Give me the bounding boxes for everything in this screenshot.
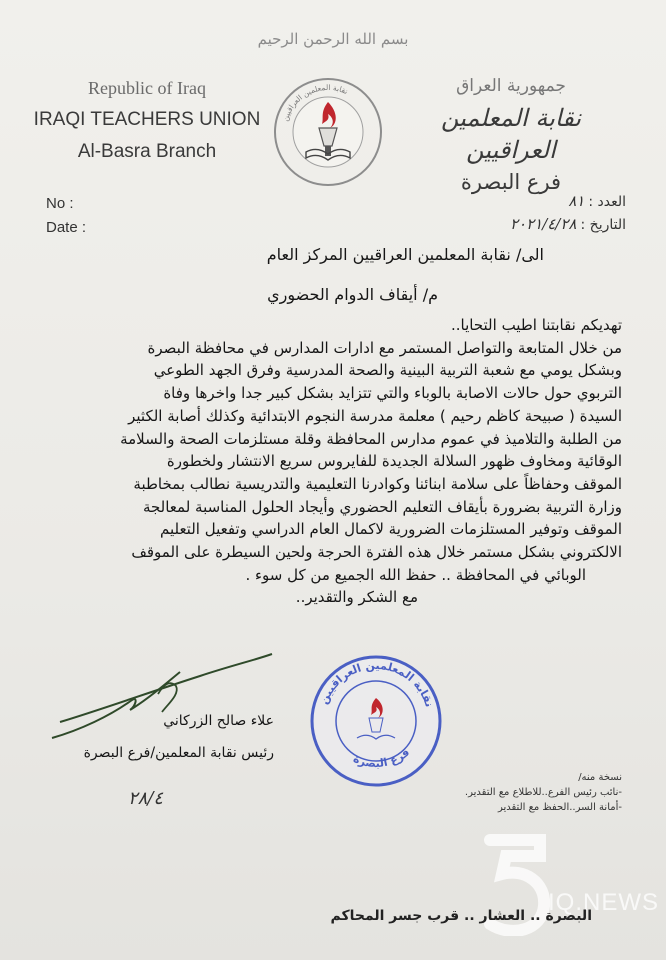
body-line: تهديكم نقابتنا اطيب التحايا.. [451,316,622,334]
reference-english [46,192,86,240]
ar-date-label: التاريخ : [580,217,626,233]
ar-date-value: ٢٠٢١/٤/٢٨ [509,215,577,233]
footer-address: البصرة .. العشار .. قرب جسر المحاكم [330,908,592,924]
copies-line: -نائب رئيس الفرع..للاطلاع مع التقدير. [464,787,622,798]
ar-no-value: ٨١ [568,192,585,210]
closing-line: مع الشكر والتقدير.. [295,588,418,607]
body-line: السيدة ( صبيحة كاظم رحيم ) معلمة مدرسة النجوم الابتدائية وكذلك أصابة الكثير [128,406,622,425]
official-stamp [307,652,445,790]
body-line: من خلال المتابعة والتواصل المستمر مع ادارات المدارس في محافظة البصرة [147,338,622,357]
subject-line: م/ أيقاف الدوام الحضوري [267,285,438,304]
no-label: No : [46,195,74,212]
letterhead-arabic [396,70,626,198]
letterhead-en-country: Republic of Iraq [88,78,206,98]
union-logo [272,76,384,188]
letterhead-ar-union: نقابة المعلمين العراقيين [440,104,582,164]
signatory-title: رئيس نقابة المعلمين/فرع البصرة [83,745,274,761]
body-line: الموقف وحفاظاً على سلامة ابنائنا وكوادرنا التعليمية والتدريسية نطالب بمخاطبة [133,474,622,493]
letterhead-ar-country: جمهورية العراق [456,76,566,96]
body-line: الوبائي في المحافظة .. حفظ الله الجميع من كل سوء . [245,565,586,584]
recipient-line: الى/ نقابة المعلمين العراقيين المركز العام [266,245,544,264]
logo-ring-text: نقابة المعلمين العراقيين [280,82,350,123]
letter-body [30,314,622,609]
signatory-name: علاء صالح الزركاني [163,713,274,729]
letterhead-en-branch: Al-Basra Branch [77,141,217,162]
stamp-inner-text: فرع البصرة [351,745,413,771]
news-watermark-text: IQ.NEWS [548,889,660,916]
date-label: Date : [46,219,87,236]
body-line: الموقف وتوفير المستلزمات الضرورية لاكمال العام الدراسي وتفعيل التعليم [159,520,622,539]
signatory-block [84,705,274,769]
body-line: من الطلبة والتلاميذ في عموم مدارس المحافظة وقلة مستلزمات الصحة والسلامة [120,429,622,448]
ar-no-label: العدد : [588,194,626,210]
letterhead-en-union: IRAQI TEACHERS UNION [33,109,261,130]
copies-line: -أمانة السر..الحفظ مع التقدير [497,802,622,813]
reference-arabic [510,190,626,236]
stamp-outer-text: نقابة المعلمين العراقيين [317,658,436,709]
handwritten-date: ٢٨/٤ [128,788,164,809]
body-line: الوقائية ومخاوف ظهور السلالة الجديدة للفايروس سريع الانتشار ولخطورة [166,452,622,471]
body-line: التربوي حول حالات الاصابة بالوباء والتي تتزايد بشكل كبير جدا واخرها وفاة [163,384,622,403]
basmala: بسم الله الرحمن الرحيم [257,30,409,48]
body-line: الالكتروني بشكل مستمر خلال هذه الفترة الحرجة ولحين السيطرة على الموقف [131,543,622,562]
letterhead-ar-branch: فرع البصرة [460,170,562,194]
copies-title: نسخة منه/ [578,772,622,783]
body-line: وبشكل يومي مع شعبة التربية البينية والصحة المدرسية وفرق الجهد الطوعي [153,361,622,380]
letterhead-english [32,72,262,168]
body-line: وزارة التربية بضرورة بأيقاف التعليم الحضوري وأيجاد الحلول المناسبة لمعالجة [142,497,622,516]
copies-block [465,770,622,815]
